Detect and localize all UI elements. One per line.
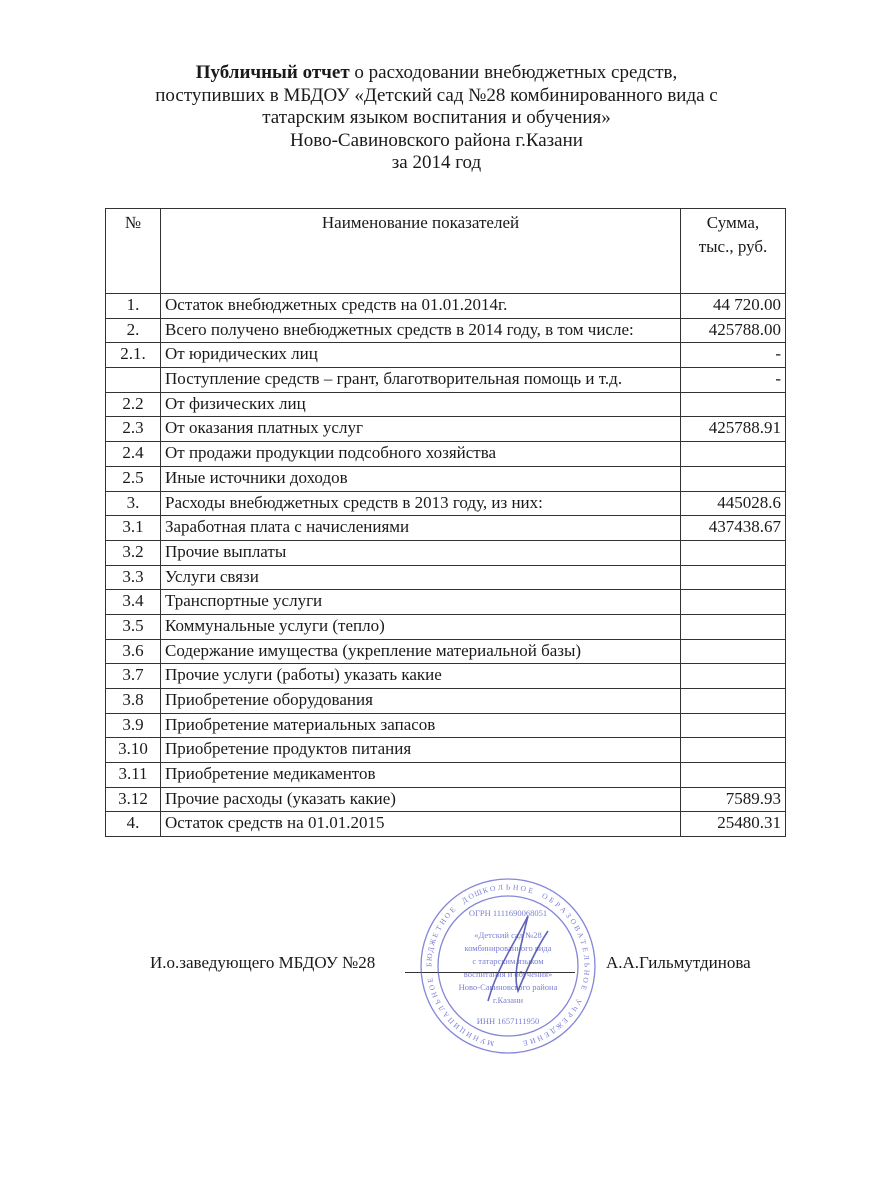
table-row bbox=[106, 763, 786, 788]
stamp-text: с татарским языком bbox=[472, 956, 544, 966]
table-row bbox=[106, 442, 786, 467]
stamp-outer-glyph: Н bbox=[429, 990, 440, 1000]
col-name: Наименование показателей bbox=[161, 209, 681, 294]
official-stamp bbox=[418, 876, 598, 1056]
stamp-outer-glyph: У bbox=[573, 997, 584, 1007]
table-row bbox=[106, 318, 786, 343]
stamp-outer-glyph: И bbox=[451, 1020, 462, 1032]
row-number: 2.3 bbox=[106, 417, 161, 442]
row-number: 3.10 bbox=[106, 738, 161, 763]
row-sum bbox=[681, 442, 786, 467]
title-line-4: Ново-Савиновского района г.Казани bbox=[290, 129, 583, 151]
row-sum bbox=[681, 763, 786, 788]
table-row bbox=[106, 491, 786, 516]
row-number bbox=[106, 368, 161, 393]
table-row bbox=[106, 812, 786, 837]
report-table bbox=[105, 208, 786, 837]
stamp-outer-glyph: Ь bbox=[505, 882, 511, 892]
stamp-outer-glyph: Б bbox=[424, 962, 434, 968]
row-sum: 44 720.00 bbox=[681, 294, 786, 319]
stamp-outer-glyph: Н bbox=[471, 1032, 481, 1044]
stamp-text: Ново-Савиновского района bbox=[458, 982, 558, 992]
row-name: Прочие выплаты bbox=[161, 540, 681, 565]
row-name: Коммунальные услуги (тепло) bbox=[161, 614, 681, 639]
stamp-outer-glyph: Т bbox=[433, 923, 444, 933]
stamp-outer-glyph: П bbox=[445, 1015, 457, 1026]
row-sum bbox=[681, 713, 786, 738]
stamp-outer-glyph: Ю bbox=[424, 952, 435, 962]
stamp-outer-glyph: Д bbox=[425, 946, 436, 954]
row-name: Расходы внебюджетных средств в 2013 году, из них: bbox=[161, 491, 681, 516]
row-name: Заработная плата с начислениями bbox=[161, 516, 681, 541]
stamp-outer-glyph: О bbox=[519, 883, 527, 894]
row-name: Приобретение продуктов питания bbox=[161, 738, 681, 763]
table-row bbox=[106, 417, 786, 442]
row-number: 3.11 bbox=[106, 763, 161, 788]
row-sum: 445028.6 bbox=[681, 491, 786, 516]
signature-position: И.о.заведующего МБДОУ №28 bbox=[150, 953, 376, 972]
stamp-text: ОГРН 1111690068051 bbox=[468, 908, 548, 918]
stamp-outer-glyph: Е bbox=[579, 984, 589, 992]
stamp-text: комбинированного вида bbox=[464, 943, 552, 953]
row-name: От физических лиц bbox=[161, 392, 681, 417]
stamp-outer-glyph: К bbox=[481, 885, 489, 896]
stamp-outer-glyph: О bbox=[466, 890, 476, 902]
stamp-outer-glyph: Ш bbox=[472, 887, 484, 899]
row-name: Приобретение материальных запасов bbox=[161, 713, 681, 738]
row-sum bbox=[681, 689, 786, 714]
row-name: От юридических лиц bbox=[161, 343, 681, 368]
row-number: 3.2 bbox=[106, 540, 161, 565]
row-number: 3.12 bbox=[106, 787, 161, 812]
title-rest: о расходовании внебюджетных средств, bbox=[349, 62, 678, 83]
stamp-outer-glyph: Е bbox=[580, 946, 591, 953]
row-name: Всего получено внебюджетных средств в 2014 году, в том числе: bbox=[161, 318, 681, 343]
stamp-outer-glyph: А bbox=[440, 1009, 452, 1020]
stamp-outer-glyph: Е bbox=[542, 1029, 552, 1040]
stamp-outer-glyph: Е bbox=[447, 904, 458, 915]
stamp-outer-glyph: Н bbox=[535, 1032, 545, 1044]
row-number: 2. bbox=[106, 318, 161, 343]
stamp-text: ИНН 1657111950 bbox=[476, 1016, 540, 1026]
row-number: 3.8 bbox=[106, 689, 161, 714]
row-name: Остаток внебюджетных средств на 01.01.2014г. bbox=[161, 294, 681, 319]
row-number: 3.3 bbox=[106, 565, 161, 590]
stamp-outer-glyph: Ж bbox=[553, 1020, 565, 1032]
row-name: Прочие услуги (работы) указать какие bbox=[161, 664, 681, 689]
row-number: 3.9 bbox=[106, 713, 161, 738]
table-row bbox=[106, 540, 786, 565]
table-row bbox=[106, 392, 786, 417]
col-sum: Сумма, тыс., руб. bbox=[681, 209, 786, 294]
table-header bbox=[106, 209, 786, 294]
table-row bbox=[106, 294, 786, 319]
stamp-outer-glyph: Ь bbox=[432, 997, 443, 1006]
stamp-outer-glyph: Р bbox=[565, 1010, 575, 1020]
row-name: Приобретение оборудования bbox=[161, 689, 681, 714]
row-sum bbox=[681, 614, 786, 639]
row-sum: - bbox=[681, 343, 786, 368]
signature-name: А.А.Гильмутдинова bbox=[606, 953, 751, 972]
table-row bbox=[106, 466, 786, 491]
stamp-outer-glyph: О bbox=[426, 983, 438, 992]
row-name: Поступление средств – грант, благотворительная помощь и т.д. bbox=[161, 368, 681, 393]
stamp-outer-glyph: М bbox=[486, 1037, 495, 1049]
title-bold: Публичный отчет bbox=[195, 62, 350, 83]
row-name: Транспортные услуги bbox=[161, 590, 681, 615]
stamp-outer-glyph: В bbox=[572, 923, 583, 933]
stamp-outer-glyph: Ц bbox=[457, 1025, 468, 1036]
stamp-outer-glyph: Е bbox=[522, 1038, 529, 1048]
stamp-outer-glyph: А bbox=[575, 930, 586, 940]
stamp-outer-glyph: Б bbox=[547, 895, 556, 906]
row-name: Приобретение медикаментов bbox=[161, 763, 681, 788]
stamp-outer-glyph: Ч bbox=[569, 1004, 580, 1014]
stamp-outer-glyph: И bbox=[464, 1029, 474, 1041]
row-number: 2.4 bbox=[106, 442, 161, 467]
stamp-text: «Детский сад №28 bbox=[474, 930, 542, 940]
row-sum: 437438.67 bbox=[681, 516, 786, 541]
stamp-outer-glyph: Д bbox=[459, 894, 470, 906]
table-row bbox=[106, 614, 786, 639]
stamp-outer-glyph: Т bbox=[578, 938, 589, 946]
row-sum bbox=[681, 466, 786, 491]
stamp-outer-glyph: Р bbox=[553, 899, 563, 910]
row-sum: 25480.31 bbox=[681, 812, 786, 837]
row-sum: - bbox=[681, 368, 786, 393]
stamp-outer-glyph: Ь bbox=[582, 962, 592, 968]
table-row bbox=[106, 639, 786, 664]
stamp-outer-glyph: У bbox=[479, 1035, 488, 1047]
table-row bbox=[106, 516, 786, 541]
row-name: Прочие расходы (указать какие) bbox=[161, 787, 681, 812]
stamp-outer-glyph: О bbox=[489, 883, 497, 894]
col-no: № bbox=[106, 209, 161, 294]
table-row bbox=[106, 664, 786, 689]
table-row bbox=[106, 368, 786, 393]
row-sum bbox=[681, 738, 786, 763]
table-row bbox=[106, 590, 786, 615]
stamp-outer-glyph: О bbox=[580, 976, 591, 984]
row-sum bbox=[681, 565, 786, 590]
row-sum bbox=[681, 392, 786, 417]
stamp-outer-glyph: О bbox=[442, 910, 453, 921]
row-name: От продажи продукции подсобного хозяйства bbox=[161, 442, 681, 467]
row-sum bbox=[681, 664, 786, 689]
stamp-text: воспитания и обучения» bbox=[463, 969, 553, 979]
stamp-outer-glyph: Н bbox=[582, 969, 592, 976]
row-name: Остаток средств на 01.01.2015 bbox=[161, 812, 681, 837]
stamp-outer-glyph: Л bbox=[497, 882, 504, 893]
row-name: Услуги связи bbox=[161, 565, 681, 590]
row-sum bbox=[681, 590, 786, 615]
table-row bbox=[106, 738, 786, 763]
row-name: От оказания платных услуг bbox=[161, 417, 681, 442]
stamp-outer-glyph: Д bbox=[548, 1025, 559, 1036]
row-sum bbox=[681, 639, 786, 664]
row-sum: 425788.00 bbox=[681, 318, 786, 343]
stamp-outer-glyph: Н bbox=[512, 882, 519, 893]
stamp-outer-glyph: Н bbox=[437, 916, 448, 927]
title-line-3: татарским языком воспитания и обучения» bbox=[262, 107, 611, 128]
stamp-outer-glyph: О bbox=[540, 890, 550, 902]
row-number: 4. bbox=[106, 812, 161, 837]
row-number: 1. bbox=[106, 294, 161, 319]
row-number: 3.6 bbox=[106, 639, 161, 664]
row-number: 3.1 bbox=[106, 516, 161, 541]
table-row bbox=[106, 565, 786, 590]
row-name: Содержание имущества (укрепление материальной базы) bbox=[161, 639, 681, 664]
stamp-outer-glyph: Е bbox=[560, 1015, 570, 1026]
stamp-outer-glyph: И bbox=[528, 1035, 537, 1047]
table-row bbox=[106, 713, 786, 738]
stamp-outer-glyph: Е bbox=[527, 885, 535, 896]
table-row bbox=[106, 787, 786, 812]
row-number: 2.2 bbox=[106, 392, 161, 417]
stamp-outer-glyph: З bbox=[563, 911, 574, 920]
row-sum bbox=[681, 540, 786, 565]
stamp-text: г.Казани bbox=[492, 995, 524, 1005]
row-sum: 7589.93 bbox=[681, 787, 786, 812]
table-row bbox=[106, 689, 786, 714]
stamp-outer-glyph: Е bbox=[425, 977, 436, 984]
title-line-5: за 2014 год bbox=[391, 152, 482, 173]
row-number: 3.5 bbox=[106, 614, 161, 639]
row-number: 3. bbox=[106, 491, 161, 516]
row-number: 3.7 bbox=[106, 664, 161, 689]
stamp-outer-glyph: Е bbox=[430, 931, 441, 939]
report-title bbox=[0, 62, 873, 175]
row-number: 3.4 bbox=[106, 590, 161, 615]
stamp-outer-glyph: Ж bbox=[427, 937, 438, 947]
row-number: 2.1. bbox=[106, 343, 161, 368]
row-sum: 425788.91 bbox=[681, 417, 786, 442]
stamp-outer-glyph: Л bbox=[436, 1004, 447, 1014]
row-number: 2.5 bbox=[106, 466, 161, 491]
title-line-2: поступивших в МБДОУ «Детский сад №28 комбинированного вида с bbox=[155, 84, 718, 106]
stamp-outer-glyph: А bbox=[558, 904, 569, 915]
table-row bbox=[106, 343, 786, 368]
row-name: Иные источники доходов bbox=[161, 466, 681, 491]
stamp-outer-glyph: Л bbox=[581, 954, 592, 961]
stamp-outer-glyph: О bbox=[568, 916, 579, 927]
